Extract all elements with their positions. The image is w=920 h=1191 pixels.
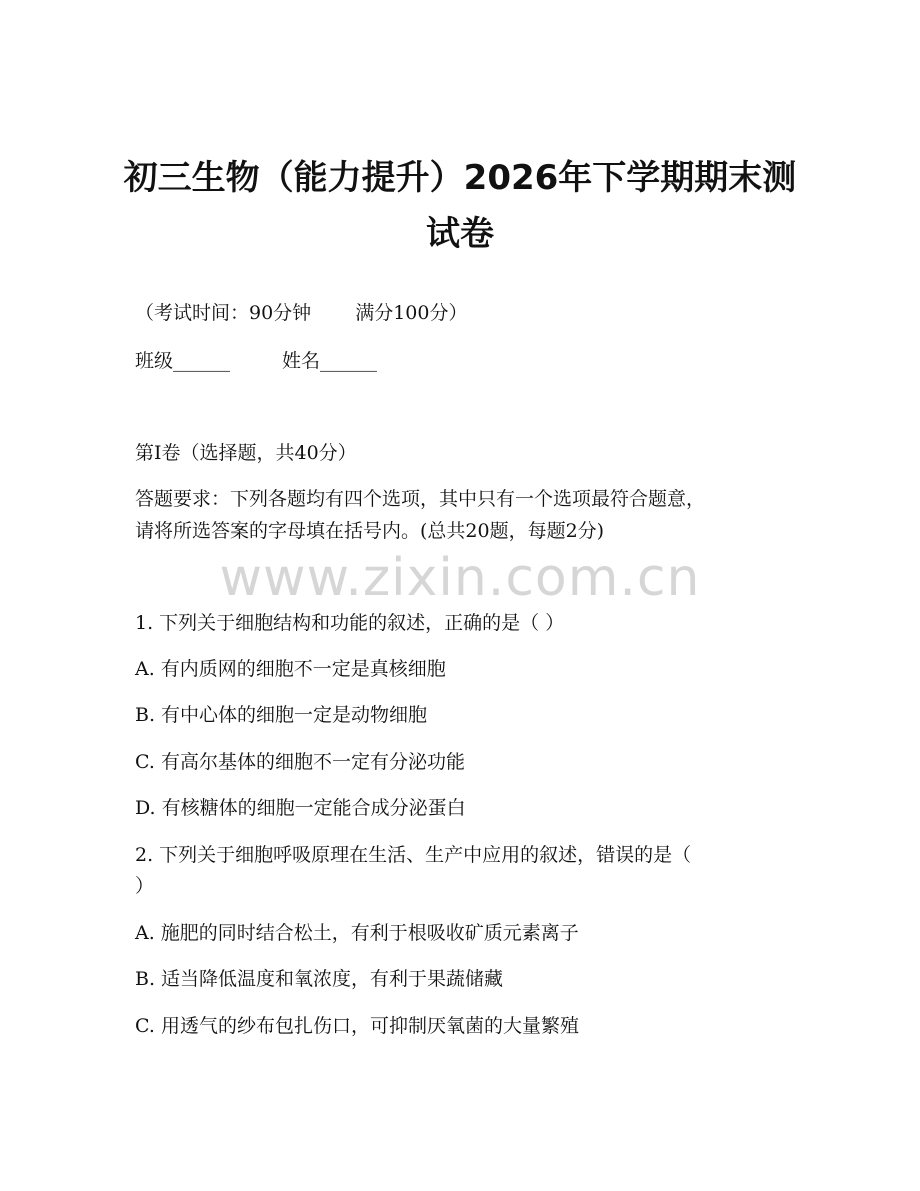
instructions-line-1: 答题要求：下列各题均有四个选项，其中只有一个选项最符合题意， [135,488,706,510]
question-2-stem-line-2: ） [135,875,155,897]
page-title [0,150,920,262]
class-field: 班级______ [135,350,231,372]
instructions-line-2: 请将所选答案的字母填在括号内。(总共20题，每题2分) [135,520,605,542]
title-line-1: 初三生物（能力提升）2026年下学期期末测 [123,158,797,198]
question-1-stem: 1. 下列关于细胞结构和功能的叙述，正确的是（ ） [135,612,565,634]
question-2-stem-line-1: 2. 下列关于细胞呼吸原理在生活、生产中应用的叙述，错误的是（ [135,844,692,866]
question-2-option-b: B. 适当降低温度和氧浓度，有利于果蔬储藏 [135,968,504,990]
student-info [135,346,377,376]
section-heading: 第I卷（选择题，共40分） [135,442,357,464]
title-line-2: 试卷 [426,214,494,254]
question-1-option-c: C. 有高尔基体的细胞不一定有分泌功能 [135,751,465,773]
watermark: www.zixin.com.cn [219,548,701,608]
question-1-option-d: D. 有核糖体的细胞一定能合成分泌蛋白 [135,797,466,819]
question-1-option-a: A. 有内质网的细胞不一定是真核细胞 [135,658,446,680]
name-field: 姓名______ [282,350,378,372]
exam-info [135,298,467,328]
question-2-option-c: C. 用透气的纱布包扎伤口，可抑制厌氧菌的大量繁殖 [135,1015,579,1037]
question-2-option-a: A. 施肥的同时结合松土，有利于根吸收矿质元素离子 [135,922,579,944]
exam-score: 满分100分） [355,302,468,324]
exam-time: （考试时间：90分钟 [135,302,312,324]
question-1-option-b: B. 有中心体的细胞一定是动物细胞 [135,704,428,726]
